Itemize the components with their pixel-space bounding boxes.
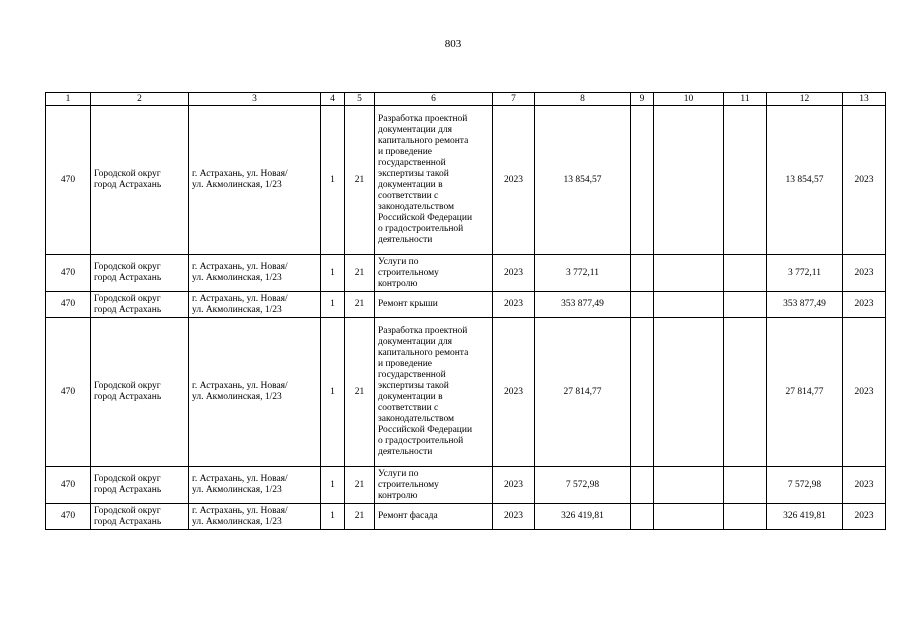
cell-line: Разработка проектной — [378, 326, 468, 336]
cell-line: законодательством — [378, 202, 455, 212]
cell-line: контролю — [378, 278, 418, 289]
cell-line: Городской округ — [94, 474, 161, 484]
cell-line: документации для — [378, 337, 453, 347]
cell-line: государственной — [378, 370, 446, 380]
cell-line: г. Астрахань, ул. Новая/ — [192, 293, 288, 304]
cell-index: 470 — [46, 106, 91, 255]
page-number: 803 — [444, 38, 462, 50]
column-header: 3 — [189, 93, 321, 106]
column-header: 7 — [493, 93, 535, 106]
table-row — [46, 255, 886, 292]
cell-work-type — [375, 467, 493, 504]
cell-line: соответствии с — [378, 191, 439, 201]
cell-address — [189, 318, 321, 467]
cell-index: 470 — [46, 504, 91, 530]
cell-line: деятельности — [378, 447, 433, 457]
cell-amount: 326 419,81 — [535, 504, 631, 530]
cell-col9 — [631, 318, 654, 467]
cell-year: 2023 — [493, 504, 535, 530]
column-header: 11 — [724, 93, 767, 106]
cell-line: экспертизы такой — [378, 169, 449, 179]
cell-line: г. Астрахань, ул. Новая/ — [192, 381, 288, 391]
cell-col4: 1 — [321, 467, 345, 504]
cell-municipality — [91, 467, 189, 504]
cell-municipality — [91, 106, 189, 255]
cell-col11 — [724, 255, 767, 292]
column-header: 2 — [91, 93, 189, 106]
cell-year: 2023 — [493, 467, 535, 504]
column-header: 13 — [843, 93, 886, 106]
cell-line: г. Астрахань, ул. Новая/ — [192, 505, 288, 516]
cell-line: ул. Акмолинская, 1/23 — [192, 273, 282, 283]
column-header: 1 — [46, 93, 91, 106]
cell-col5: 21 — [345, 106, 375, 255]
cell-amount: 13 854,57 — [535, 106, 631, 255]
cell-municipality — [91, 318, 189, 467]
column-header: 8 — [535, 93, 631, 106]
cell-line: ул. Акмолинская, 1/23 — [192, 180, 282, 190]
cell-line: строительному — [378, 479, 439, 490]
cell-line: Услуги по — [378, 468, 419, 479]
cell-line: город Астрахань — [94, 273, 162, 283]
cell-amount: 353 877,49 — [535, 292, 631, 318]
cell-line: Городской округ — [94, 293, 161, 304]
cell-line: ул. Акмолинская, 1/23 — [192, 392, 282, 402]
table-row — [46, 292, 886, 318]
cell-col10 — [654, 467, 724, 504]
cell-amount: 7 572,98 — [535, 467, 631, 504]
cell-index: 470 — [46, 467, 91, 504]
cell-col9 — [631, 106, 654, 255]
cell-line: Городской округ — [94, 262, 161, 272]
cell-address — [189, 292, 321, 318]
cell-line: Ремонт крыши — [378, 299, 438, 309]
cell-col11 — [724, 106, 767, 255]
cell-total: 3 772,11 — [767, 255, 843, 292]
cell-line: город Астрахань — [94, 392, 162, 402]
cell-line: документации для — [378, 125, 453, 135]
cell-col11 — [724, 318, 767, 467]
cell-line: г. Астрахань, ул. Новая/ — [192, 474, 288, 484]
cell-col10 — [654, 504, 724, 530]
cell-col9 — [631, 292, 654, 318]
cell-line: капитального ремонта — [378, 348, 469, 358]
cell-col11 — [724, 467, 767, 504]
cell-col10 — [654, 255, 724, 292]
table-body — [46, 106, 886, 530]
cell-line: строительному — [378, 267, 439, 278]
cell-line: Разработка проектной — [378, 114, 468, 124]
cell-end-year: 2023 — [843, 467, 886, 504]
cell-line: и проведение — [378, 147, 432, 157]
cell-line: о градостроительной — [378, 224, 464, 234]
cell-line: контролю — [378, 490, 418, 501]
cell-end-year: 2023 — [843, 106, 886, 255]
cell-line: Ремонт фасада — [378, 511, 438, 521]
cell-total: 7 572,98 — [767, 467, 843, 504]
table-row — [46, 318, 886, 467]
cell-total: 326 419,81 — [767, 504, 843, 530]
cell-end-year: 2023 — [843, 318, 886, 467]
cell-amount: 27 814,77 — [535, 318, 631, 467]
cell-col5: 21 — [345, 318, 375, 467]
cell-col9 — [631, 504, 654, 530]
cell-work-type — [375, 255, 493, 292]
cell-col5: 21 — [345, 467, 375, 504]
cell-col5: 21 — [345, 255, 375, 292]
cell-line: г. Астрахань, ул. Новая/ — [192, 262, 288, 272]
cell-line: законодательством — [378, 414, 455, 424]
cell-line: и проведение — [378, 359, 432, 369]
cell-col5: 21 — [345, 504, 375, 530]
cell-col4: 1 — [321, 504, 345, 530]
column-number-row — [46, 93, 886, 106]
cell-municipality — [91, 504, 189, 530]
cell-line: капитального ремонта — [378, 136, 469, 146]
cell-line: документации в — [378, 180, 443, 190]
cell-col10 — [654, 106, 724, 255]
cell-work-type — [375, 318, 493, 467]
cell-line: Городской округ — [94, 169, 161, 179]
cell-line: город Астрахань — [94, 304, 162, 315]
cell-col10 — [654, 292, 724, 318]
cell-work-type — [375, 504, 493, 530]
cell-total: 13 854,57 — [767, 106, 843, 255]
cell-line: город Астрахань — [94, 180, 162, 190]
cell-index: 470 — [46, 255, 91, 292]
cell-col10 — [654, 318, 724, 467]
cell-col11 — [724, 504, 767, 530]
cell-amount: 3 772,11 — [535, 255, 631, 292]
cell-line: Услуги по — [378, 256, 419, 267]
cell-col4: 1 — [321, 106, 345, 255]
cell-line: ул. Акмолинская, 1/23 — [192, 304, 282, 315]
cell-address — [189, 255, 321, 292]
table-row — [46, 504, 886, 530]
cell-line: Городской округ — [94, 505, 161, 516]
column-header: 5 — [345, 93, 375, 106]
cell-line: деятельности — [378, 235, 433, 245]
column-header: 4 — [321, 93, 345, 106]
cell-municipality — [91, 292, 189, 318]
cell-index: 470 — [46, 318, 91, 467]
column-header: 9 — [631, 93, 654, 106]
cell-index: 470 — [46, 292, 91, 318]
cell-year: 2023 — [493, 106, 535, 255]
cell-end-year: 2023 — [843, 255, 886, 292]
cell-line: ул. Акмолинская, 1/23 — [192, 516, 282, 527]
cell-line: экспертизы такой — [378, 381, 449, 391]
cell-line: государственной — [378, 158, 446, 168]
table-row — [46, 467, 886, 504]
cell-address — [189, 106, 321, 255]
cell-line: город Астрахань — [94, 516, 162, 527]
column-header: 10 — [654, 93, 724, 106]
cell-line: соответствии с — [378, 403, 439, 413]
cell-year: 2023 — [493, 255, 535, 292]
cell-year: 2023 — [493, 292, 535, 318]
cell-end-year: 2023 — [843, 292, 886, 318]
cell-address — [189, 467, 321, 504]
cell-line: Российской Федерации — [378, 425, 473, 435]
cell-col11 — [724, 292, 767, 318]
cell-total: 27 814,77 — [767, 318, 843, 467]
cell-work-type — [375, 292, 493, 318]
cell-col5: 21 — [345, 292, 375, 318]
column-header: 6 — [375, 93, 493, 106]
cell-line: документации в — [378, 392, 443, 402]
cell-line: о градостроительной — [378, 436, 464, 446]
cell-address — [189, 504, 321, 530]
cell-line: Российской Федерации — [378, 213, 473, 223]
table-row — [46, 106, 886, 255]
cell-year: 2023 — [493, 318, 535, 467]
cell-col4: 1 — [321, 292, 345, 318]
cell-col4: 1 — [321, 318, 345, 467]
cell-end-year: 2023 — [843, 504, 886, 530]
cell-line: Городской округ — [94, 381, 161, 391]
cell-col4: 1 — [321, 255, 345, 292]
cell-work-type — [375, 106, 493, 255]
cell-col9 — [631, 255, 654, 292]
cell-municipality — [91, 255, 189, 292]
cell-total: 353 877,49 — [767, 292, 843, 318]
cell-line: г. Астрахань, ул. Новая/ — [192, 169, 288, 179]
cell-line: ул. Акмолинская, 1/23 — [192, 485, 282, 495]
cell-line: город Астрахань — [94, 485, 162, 495]
cell-col9 — [631, 467, 654, 504]
program-table — [45, 92, 886, 530]
column-header: 12 — [767, 93, 843, 106]
